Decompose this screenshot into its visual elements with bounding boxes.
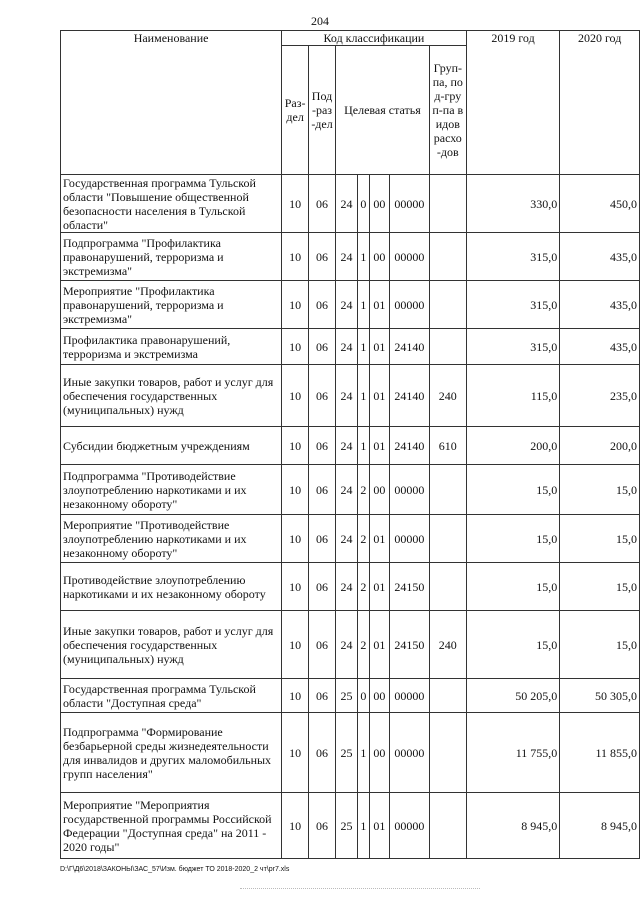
header-section: Раз-дел [282,46,309,175]
row-target-subprogram: 0 [357,175,369,233]
row-target-direction: 24150 [389,563,429,611]
row-target-program: 25 [335,713,357,793]
row-subsection: 06 [309,427,336,465]
row-name: Противодействие злоупотреблению наркотиками и их незаконному обороту [61,563,282,611]
row-section: 10 [282,515,309,563]
row-expense-group [429,515,466,563]
row-amount-2019: 11 755,0 [466,713,560,793]
row-target-program: 24 [335,233,357,281]
row-target-direction: 00000 [389,515,429,563]
row-amount-2020: 235,0 [560,365,640,427]
row-subsection: 06 [309,281,336,329]
row-target-program: 24 [335,329,357,365]
row-target-direction: 24150 [389,611,429,679]
row-target-direction: 24140 [389,365,429,427]
row-amount-2019: 315,0 [466,281,560,329]
header-target: Целевая статья [335,46,429,175]
row-amount-2020: 15,0 [560,515,640,563]
budget-table [60,30,640,859]
row-expense-group: 240 [429,365,466,427]
row-target-program: 24 [335,515,357,563]
row-amount-2019: 330,0 [466,175,560,233]
header-name: Наименование [61,31,282,175]
table-row [61,329,640,365]
row-expense-group [429,175,466,233]
row-target-direction: 00000 [389,175,429,233]
row-target-program: 24 [335,365,357,427]
row-target-direction: 00000 [389,713,429,793]
table-row [61,713,640,793]
header-year-2019: 2019 год [466,31,560,175]
row-target-direction: 00000 [389,793,429,859]
row-target-event: 00 [369,465,389,515]
row-amount-2020: 15,0 [560,563,640,611]
row-amount-2019: 8 945,0 [466,793,560,859]
row-amount-2019: 15,0 [466,563,560,611]
row-target-event: 01 [369,793,389,859]
row-subsection: 06 [309,713,336,793]
row-section: 10 [282,713,309,793]
row-expense-group [429,281,466,329]
table-row [61,465,640,515]
table-row [61,793,640,859]
row-amount-2020: 200,0 [560,427,640,465]
row-subsection: 06 [309,679,336,713]
row-section: 10 [282,793,309,859]
row-target-program: 24 [335,427,357,465]
row-target-subprogram: 1 [357,713,369,793]
row-target-direction: 00000 [389,679,429,713]
row-amount-2020: 11 855,0 [560,713,640,793]
row-target-subprogram: 2 [357,515,369,563]
row-name: Мероприятие "Мероприятия государственной программы Российской Федерации "Доступная среда" на 2011 - 2020 годы" [61,793,282,859]
row-target-subprogram: 1 [357,281,369,329]
table-row [61,563,640,611]
row-target-subprogram: 1 [357,365,369,427]
row-amount-2019: 15,0 [466,611,560,679]
row-target-event: 01 [369,281,389,329]
row-section: 10 [282,427,309,465]
table-row [61,427,640,465]
table-row [61,611,640,679]
row-amount-2019: 315,0 [466,329,560,365]
row-name: Иные закупки товаров, работ и услуг для обеспечения государственных (муниципальных) нужд [61,611,282,679]
row-name: Государственная программа Тульской области "Повышение общественной безопасности населения в Тульской области" [61,175,282,233]
row-amount-2019: 15,0 [466,465,560,515]
row-amount-2019: 200,0 [466,427,560,465]
header-subsection: Под-раз-дел [309,46,336,175]
row-subsection: 06 [309,465,336,515]
row-section: 10 [282,281,309,329]
row-subsection: 06 [309,365,336,427]
row-target-subprogram: 2 [357,611,369,679]
row-target-subprogram: 0 [357,679,369,713]
row-name: Профилактика правонарушений, терроризма и экстремизма [61,329,282,365]
row-name: Мероприятие "Противодействие злоупотреблению наркотиками и их незаконному обороту" [61,515,282,563]
row-section: 10 [282,329,309,365]
row-name: Субсидии бюджетным учреждениям [61,427,282,465]
row-target-event: 00 [369,233,389,281]
row-name: Подпрограмма "Формирование безбарьерной среды жизнедеятельности для инвалидов и других маломобильных групп населения" [61,713,282,793]
row-target-event: 01 [369,329,389,365]
row-amount-2020: 435,0 [560,281,640,329]
row-target-program: 24 [335,281,357,329]
page-number: 204 [311,14,329,28]
row-section: 10 [282,563,309,611]
row-target-program: 24 [335,611,357,679]
row-target-subprogram: 2 [357,563,369,611]
row-amount-2020: 435,0 [560,329,640,365]
row-target-program: 25 [335,793,357,859]
footer-divider [240,888,480,889]
row-expense-group [429,233,466,281]
row-target-event: 01 [369,515,389,563]
row-target-event: 01 [369,611,389,679]
row-expense-group [429,713,466,793]
row-subsection: 06 [309,175,336,233]
table-row [61,365,640,427]
row-expense-group: 240 [429,611,466,679]
row-target-direction: 00000 [389,233,429,281]
footer-file-path: D:\Г\Д6\2018\ЗАКОНЫ\ЗАС_57\Изм. бюджет ТО 2018-2020_2 чт\pr7.xls [60,866,290,873]
row-target-subprogram: 1 [357,793,369,859]
row-target-direction: 00000 [389,281,429,329]
header-code: Код классификации [282,31,467,46]
row-name: Иные закупки товаров, работ и услуг для обеспечения государственных (муниципальных) нужд [61,365,282,427]
row-target-direction: 24140 [389,427,429,465]
table-row [61,233,640,281]
row-section: 10 [282,679,309,713]
row-expense-group [429,793,466,859]
row-target-program: 25 [335,679,357,713]
row-subsection: 06 [309,563,336,611]
row-subsection: 06 [309,611,336,679]
table-row [61,679,640,713]
row-target-program: 24 [335,465,357,515]
row-expense-group [429,563,466,611]
row-amount-2019: 15,0 [466,515,560,563]
row-section: 10 [282,233,309,281]
row-target-direction: 24140 [389,329,429,365]
row-target-event: 01 [369,427,389,465]
row-target-subprogram: 1 [357,329,369,365]
row-amount-2019: 315,0 [466,233,560,281]
row-target-program: 24 [335,563,357,611]
table-row [61,175,640,233]
row-expense-group [429,679,466,713]
row-target-subprogram: 1 [357,233,369,281]
row-subsection: 06 [309,793,336,859]
row-subsection: 06 [309,233,336,281]
row-target-subprogram: 1 [357,427,369,465]
row-target-program: 24 [335,175,357,233]
row-name: Государственная программа Тульской области "Доступная среда" [61,679,282,713]
row-subsection: 06 [309,515,336,563]
row-name: Подпрограмма "Противодействие злоупотреблению наркотиками и их незаконному обороту" [61,465,282,515]
row-amount-2020: 435,0 [560,233,640,281]
row-section: 10 [282,611,309,679]
row-target-event: 00 [369,713,389,793]
row-amount-2020: 50 305,0 [560,679,640,713]
row-name: Мероприятие "Профилактика правонарушений, терроризма и экстремизма" [61,281,282,329]
row-name: Подпрограмма "Профилактика правонарушений, терроризма и экстремизма" [61,233,282,281]
row-amount-2019: 115,0 [466,365,560,427]
row-expense-group: 610 [429,427,466,465]
row-section: 10 [282,365,309,427]
row-target-event: 00 [369,175,389,233]
row-amount-2020: 450,0 [560,175,640,233]
table-row [61,515,640,563]
row-section: 10 [282,175,309,233]
row-amount-2020: 15,0 [560,465,640,515]
row-section: 10 [282,465,309,515]
row-amount-2019: 50 205,0 [466,679,560,713]
header-group: Груп-па, под-груп-па видов расхо-дов [429,46,466,175]
header-year-2020: 2020 год [560,31,640,175]
row-expense-group [429,465,466,515]
row-target-direction: 00000 [389,465,429,515]
row-amount-2020: 8 945,0 [560,793,640,859]
row-expense-group [429,329,466,365]
row-target-event: 00 [369,679,389,713]
row-target-event: 01 [369,365,389,427]
row-target-event: 01 [369,563,389,611]
table-row [61,281,640,329]
row-target-subprogram: 2 [357,465,369,515]
row-subsection: 06 [309,329,336,365]
row-amount-2020: 15,0 [560,611,640,679]
